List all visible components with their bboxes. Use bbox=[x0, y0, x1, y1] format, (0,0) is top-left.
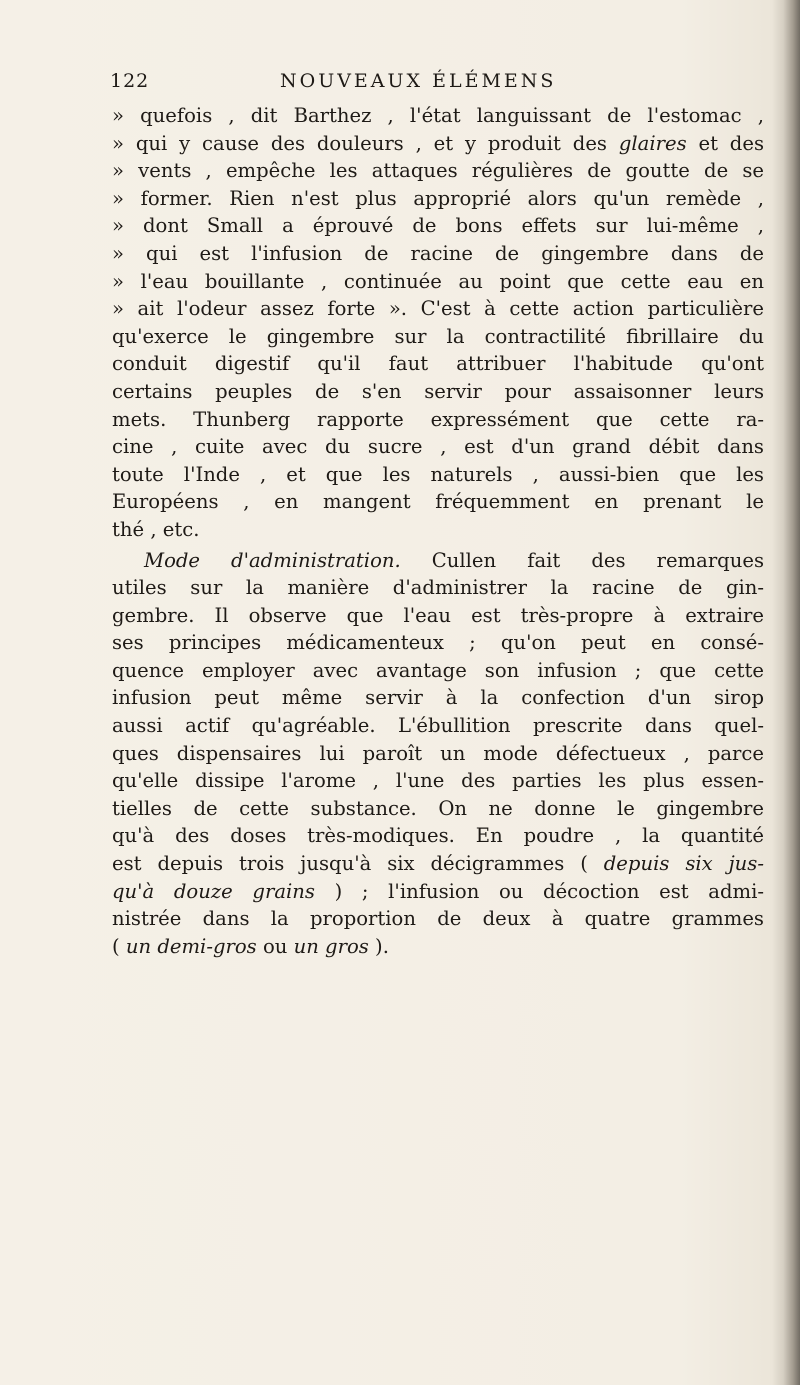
text-line: aussi actif qu'agréable. L'ébullition prescrite dans quel- bbox=[112, 714, 764, 738]
text-line: utiles sur la manière d'administrer la racine de gin- bbox=[112, 576, 764, 600]
running-title: NOUVEAUX ÉLÉMENS bbox=[280, 70, 557, 92]
text-line: gembre. Il observe que l'eau est très-propre à extraire bbox=[112, 603, 764, 627]
text-line: » vents , empêche les attaques régulières de goutte de se bbox=[112, 159, 764, 183]
text-line: mets. Thunberg rapporte expressément que cette ra- bbox=[112, 407, 764, 431]
text-line: » quefois , dit Barthez , l'état languissant de l'estomac , bbox=[112, 104, 764, 127]
text-line: » ait l'odeur assez forte ». C'est à cette action particulière bbox=[112, 297, 764, 321]
text-line: infusion peut même servir à la confection d'un sirop bbox=[112, 686, 764, 710]
text-line: ques dispensaires lui paroît un mode défectueux , parce bbox=[112, 741, 764, 765]
text-line: qu'exerce le gingembre sur la contractilité fibrillaire du bbox=[112, 324, 764, 348]
text-line: tielles de cette substance. On ne donne le gingembre bbox=[112, 796, 764, 820]
body-text bbox=[112, 102, 764, 960]
text-line: Européens , en mangent fréquemment en prenant le bbox=[112, 490, 764, 514]
text-line: est depuis trois jusqu'à six décigrammes ( depuis six jus- bbox=[112, 852, 764, 876]
text-line: cine , cuite avec du sucre , est d'un grand débit dans bbox=[112, 435, 764, 459]
text-line: » dont Small a éprouvé de bons effets sur lui-même , bbox=[112, 214, 764, 238]
text-line: qu'à des doses très-modiques. En poudre , la quantité bbox=[112, 824, 764, 848]
text-line: ses principes médicamenteux ; qu'on peut en consé- bbox=[112, 631, 764, 655]
text-line: » former. Rien n'est plus approprié alors qu'un remède , bbox=[112, 186, 764, 210]
text-line: certains peuples de s'en servir pour assaisonner leurs bbox=[112, 379, 764, 403]
text-line: toute l'Inde , et que les naturels , aussi-bien que les bbox=[112, 462, 764, 486]
text-line: conduit digestif qu'il faut attribuer l'habitude qu'ont bbox=[112, 352, 764, 376]
text-line: ( un demi-gros ou un gros ). bbox=[112, 934, 389, 958]
book-spine-shadow bbox=[772, 0, 800, 1385]
section-heading-line: Mode d'administration. Cullen fait des remarques bbox=[144, 548, 764, 572]
text-line: thé , etc. bbox=[112, 517, 200, 541]
text-line: qu'à douze grains ) ; l'infusion ou décoction est admi- bbox=[112, 879, 764, 903]
text-line: quence employer avec avantage son infusion ; que cette bbox=[112, 658, 764, 682]
text-line: » qui y cause des douleurs , et y produit des glaires et des bbox=[112, 131, 764, 155]
page-header bbox=[110, 70, 760, 100]
text-line: qu'elle dissipe l'arome , l'une des parties les plus essen- bbox=[112, 769, 764, 793]
page-number: 122 bbox=[110, 70, 150, 92]
text-line: » qui est l'infusion de racine de gingembre dans de bbox=[112, 241, 764, 265]
text-line: » l'eau bouillante , continuée au point que cette eau en bbox=[112, 269, 764, 293]
text-line: nistrée dans la proportion de deux à quatre grammes bbox=[112, 907, 764, 931]
